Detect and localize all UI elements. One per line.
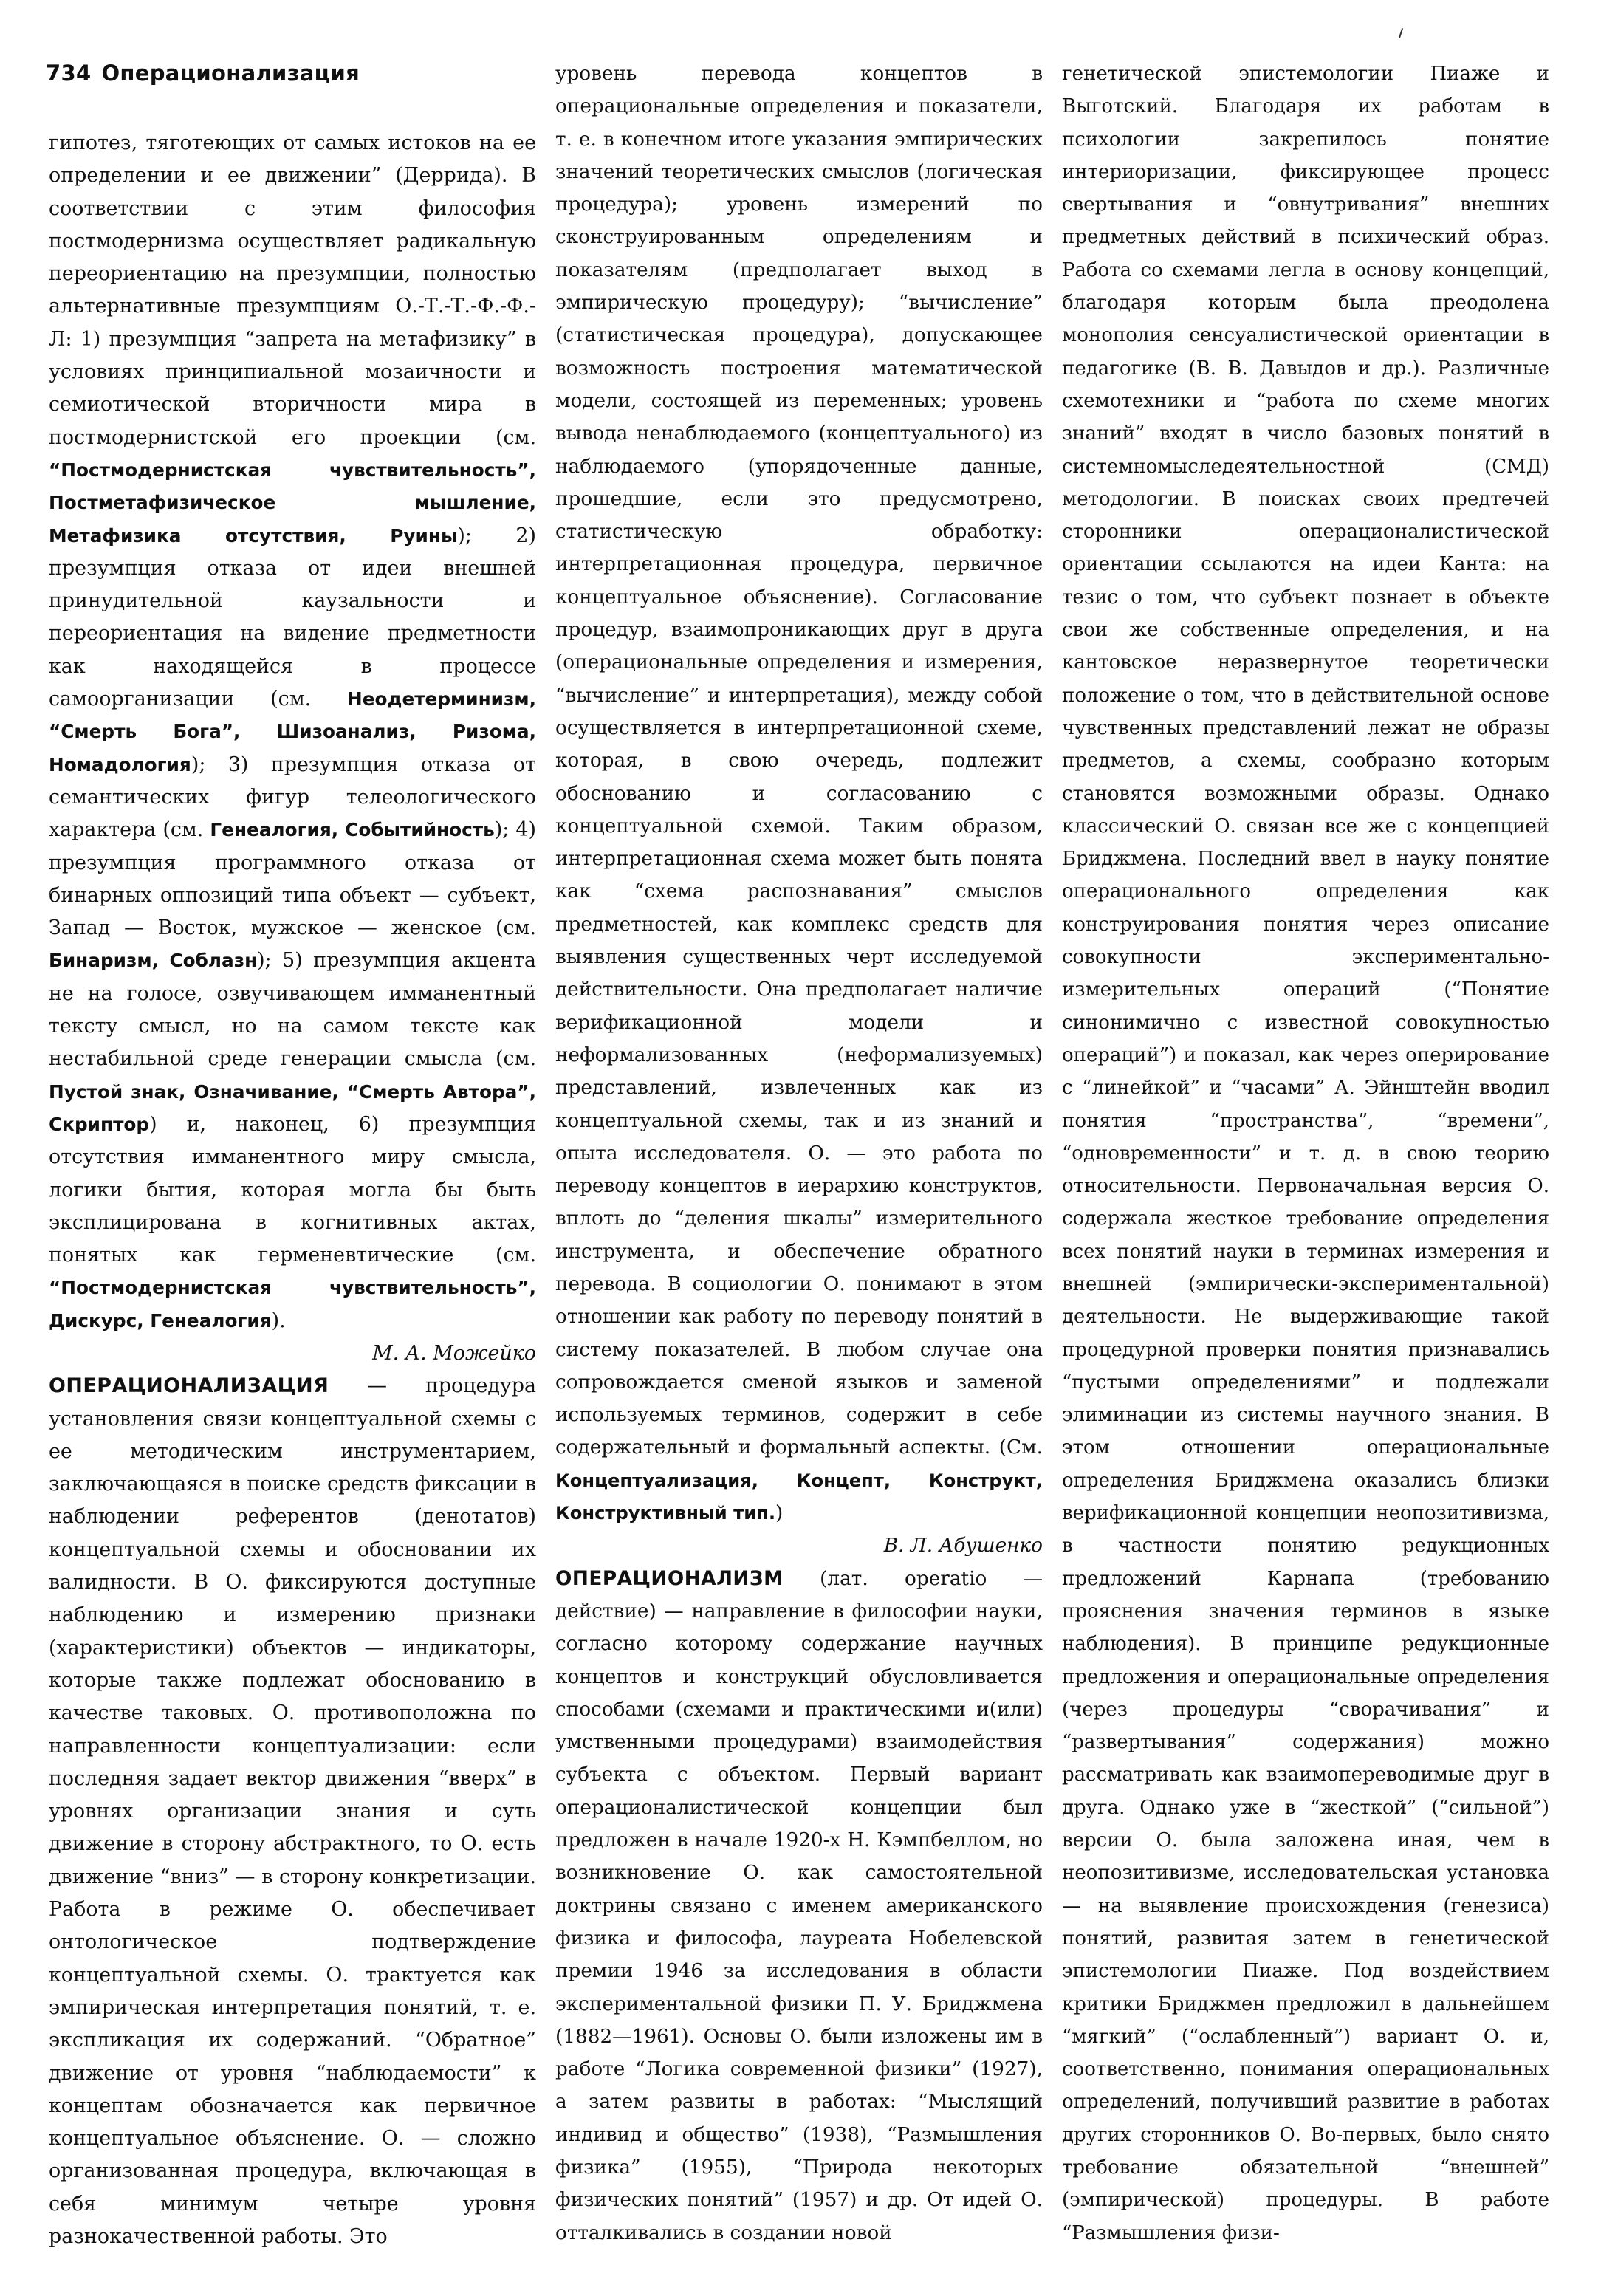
- paragraph-continuation: [555, 58, 1043, 1529]
- entry-text: — процедура установления связи концептуальной схемы с ее методическим инструментарием, заключающаяся в поиске средств фиксации в наблюдении референтов (денотатов) концептуальной схемы и обосновании их валидности. В О. фиксируются доступные наблюдению и измерению признаки (характеристики) объектов — индикаторы, которые также подлежат обоснованию в качестве таковых. О. противоположна по направленности концептуализации: если последняя задает вектор движения “вверх” в уровнях организации знания и суть движение в сторону абстрактного, то О. есть движение “вниз” — в сторону конкретизации. Работа в режиме О. обеспечивает онтологическое подтверждение концептуальной схемы. О. трактуется как эмпирическая интерпретация понятий, т. е. экспликация их содержаний. “Обратное” движение от уровня “наблюдаемости” к концептам обозначается как первичное концептуальное объяснение. О. — сложно организованная процедура, включающая в себя минимум четыре уровня разнокачественной работы. Это: [49, 1374, 536, 2248]
- page-number: 734: [46, 61, 92, 86]
- body-text: ); 3) презумпция отказа от семантических фигур телеологического характера (см.: [49, 753, 536, 842]
- entry-term: ОПЕРАЦИОНАЛИЗМ: [555, 1567, 784, 1590]
- column-right: [1062, 58, 1549, 2249]
- margin-mark: [1399, 28, 1403, 38]
- cross-reference: Неодетерминизм, “Смерть Бога”, Шизоанализ, Ризома, Номадология: [49, 688, 536, 775]
- body-text: уровень перевода концептов в операциональные определения и показатели, т. е. в конечном итоге указания эмпирических значений теоретических смыслов (логическая процедура); уровень измерений по сконструированным определениям и показателям (предполагает выход в эмпирическую процедуру); “вычисление” (статистическая процедура), допускающее возможность построения математической модели, состоящей из переменных; уровень вывода ненаблюдаемого (концептуального) из наблюдаемого (упорядоченные данные, прошедшие, если это предусмотрено, статистическую обработку: интерпретационная процедура, первичное концептуальное объяснение). Согласование процедур, взаимопроникающих друг в друга (операциональные определения и измерения, “вычисление” и интерпретация), между собой осуществляется в интерпретационной схеме, которая, в свою очередь, подлежит обоснованию и согласованию с концептуальной схемой. Таким образом, интерпретационная схема может быть понята как “схема распознавания” смыслов предметностей, как комплекс средств для выявления существенных черт исследуемой действительности. Она предполагает наличие верификационной модели и неформализованных (неформализуемых) представлений, извлеченных как из концептуальной схемы, так и из знаний и опыта исследователя. О. — это работа по переводу концептов в иерархию конструктов, вплоть до “деления шкалы” измерительного инструмента, и обеспечение обратного перевода. В социологии О. понимают в этом отношении как работу по переводу понятий в систему показателей. В любом случае она сопровождается сменой языков и заменой используемых терминов, содержит в себе содержательный и формальный аспекты. (См.: [555, 63, 1043, 1459]
- body-text: ); 5) презумпция акцента не на голосе, озвучивающем имманентный тексту смысл, но на самом тексте как нестабильной среде генерации смысла (см.: [49, 949, 536, 1071]
- column-middle: [555, 58, 1043, 2249]
- body-text: гипотез, тяготеющих от самых истоков на ее определении и ее движении” (Деррида). В соответствии с этим философия постмодернизма осуществляет радикальную переориентацию на презумпции, полностью альтернативные презумпциям О.-Т.-Т.-Ф.-Ф.-Л: 1) презумпция “запрета на метафизику” в условиях принципиальной мозаичности и семиотической вторичности мира в постмодернистской его проекции (см.: [49, 131, 536, 449]
- cross-reference: “Постмодернистская чувствительность”, Дискурс, Генеалогия: [49, 1277, 536, 1332]
- cross-reference: Пустой знак, Означивание, “Смерть Автора”, Скриптор: [49, 1080, 536, 1135]
- paragraph-continuation: [49, 127, 536, 1337]
- running-title: Операционализация: [101, 61, 360, 86]
- body-text: ); 2) презумпция отказа от идеи внешней принудительной каузальности и переориентация на видение предметности как находящейся в процессе самоорганизации (см.: [49, 524, 536, 711]
- entry-term: ОПЕРАЦИОНАЛИЗАЦИЯ: [49, 1374, 329, 1398]
- author-signature: М. А. Можейко: [372, 1341, 536, 1365]
- column-left: [49, 127, 536, 2253]
- paragraph-continuation: генетической эпистемологии Пиаже и Выготский. Благодаря их работам в психологии закрепилось понятие интериоризации, фиксирующее процесс свертывания и “овнутривания” внешних предметных действий в психический образ. Работа со схемами легла в основу концепций, благодаря которым была преодолена монополия сенсуалистической ориентации в педагогике (В. В. Давыдов и др.). Различные схемотехники и “работа по схеме многих знаний” входят в число базовых понятий в системномыследеятельностной (СМД) методологии. В поисках своих предтечей сторонники операционалистической ориентации ссылаются на идеи Канта: на тезис о том, что субъект познает в объекте свои же собственные определения, и на кантовское неразвернутое теоретически положение о том, что в действительной основе чувственных представлений лежат не образы предметов, а схемы, сообразно которым становятся возможными образы. Однако классический О. связан все же с концепцией Бриджмена. Последний ввел в науку понятие операционального определения как конструирования понятия через описание совокупности экспериментально-измерительных операций (“Понятие синонимично с известной совокупностью операций”) и показал, как через оперирование с “линейкой” и “часами” А. Эйнштейн вводил понятия “пространства”, “времени”, “одновременности” и т. д. в свою теорию относительности. Первоначальная версия О. содержала жесткое требование определения всех понятий науки в терминах измерения и внешней (эмпирически-экспериментальной) деятельности. Не выдерживающие такой процедурной проверки понятия признавались “пустыми определениями” и подлежали элиминации из системы научного знания. В этом отношении операциональные определения Бриджмена оказались близки верификационной концепции неопозитивизма, в частности понятию редукционных предложений Карнапа (требованию прояснения значения терминов в языке наблюдения). В принципе редукционные предложения и операциональные определения (через процедуры “сворачивания” и “развертывания” содержания) можно рассматривать как взаимопереводимые друг в друга. Однако уже в “жесткой” (“сильной”) версии О. была заложена иная, чем в неопозитивизме, исследовательская установка — на выявление происхождения (генезиса) понятий, развитая затем в генетической эпистемологии Пиаже. Под воздействием критики Бриджмен предложил в дальнейшем “мягкий” (“ослабленный”) вариант О. и, соответственно, понимания операциональных определений, получивший развитие в работах других сторонников О. Во-первых, было снято требование обязательной “внешней” (эмпирической) процедуры. В работе “Размышления физи-: [1062, 63, 1549, 2244]
- body-text: ): [775, 1502, 784, 1525]
- running-head: [46, 61, 360, 86]
- dictionary-entry: [49, 1370, 536, 2253]
- body-text: ); 4) презумпция программного отказа от бинарных оппозиций типа объект — субъект, Запад — Восток, мужское — женское (см.: [49, 818, 536, 940]
- dictionary-entry: [555, 1563, 1043, 2249]
- body-text: ).: [271, 1309, 286, 1332]
- body-text: ) и, наконец, 6) презумпция отсутствия имманентного миру смысла, логики бытия, которая могла бы быть эксплицирована в когнитивных актах, понятых как герменевтические (см.: [49, 1112, 536, 1267]
- cross-reference: “Постмодернистская чувствительность”, Постметафизическое мышление, Метафизика отсутствия, Руины: [49, 459, 536, 546]
- author-signature: В. Л. Абушенко: [883, 1535, 1043, 1557]
- cross-reference: Бинаризм, Соблазн: [49, 950, 258, 972]
- cross-reference: Концептуализация, Концепт, Конструкт, Конструктивный тип.: [555, 1470, 1043, 1524]
- entry-text: (лат. operatio — действие) — направление в философии науки, согласно которому содержание научных концептов и конструкций обусловливается способами (схемами и практическими и(или) умственными процедурами) взаимодействия субъекта с объектом. Первый вариант операционалистической концепции был предложен в начале 1920-х Н. Кэмпбеллом, но возникновение О. как самостоятельной доктрины связано с именем американского физика и философа, лауреата Нобелевской премии 1946 за исследования в области экспериментальной физики П. У. Бриджмена (1882—1961). Основы О. были изложены им в работе “Логика современной физики” (1927), а затем развиты в работах: “Мыслящий индивид и общество” (1938), “Размышления физика” (1955), “Природа некоторых физических понятий” (1957) и др. От идей О. отталкивались в создании новой: [555, 1567, 1043, 2244]
- cross-reference: Генеалогия, Событийность: [210, 819, 495, 841]
